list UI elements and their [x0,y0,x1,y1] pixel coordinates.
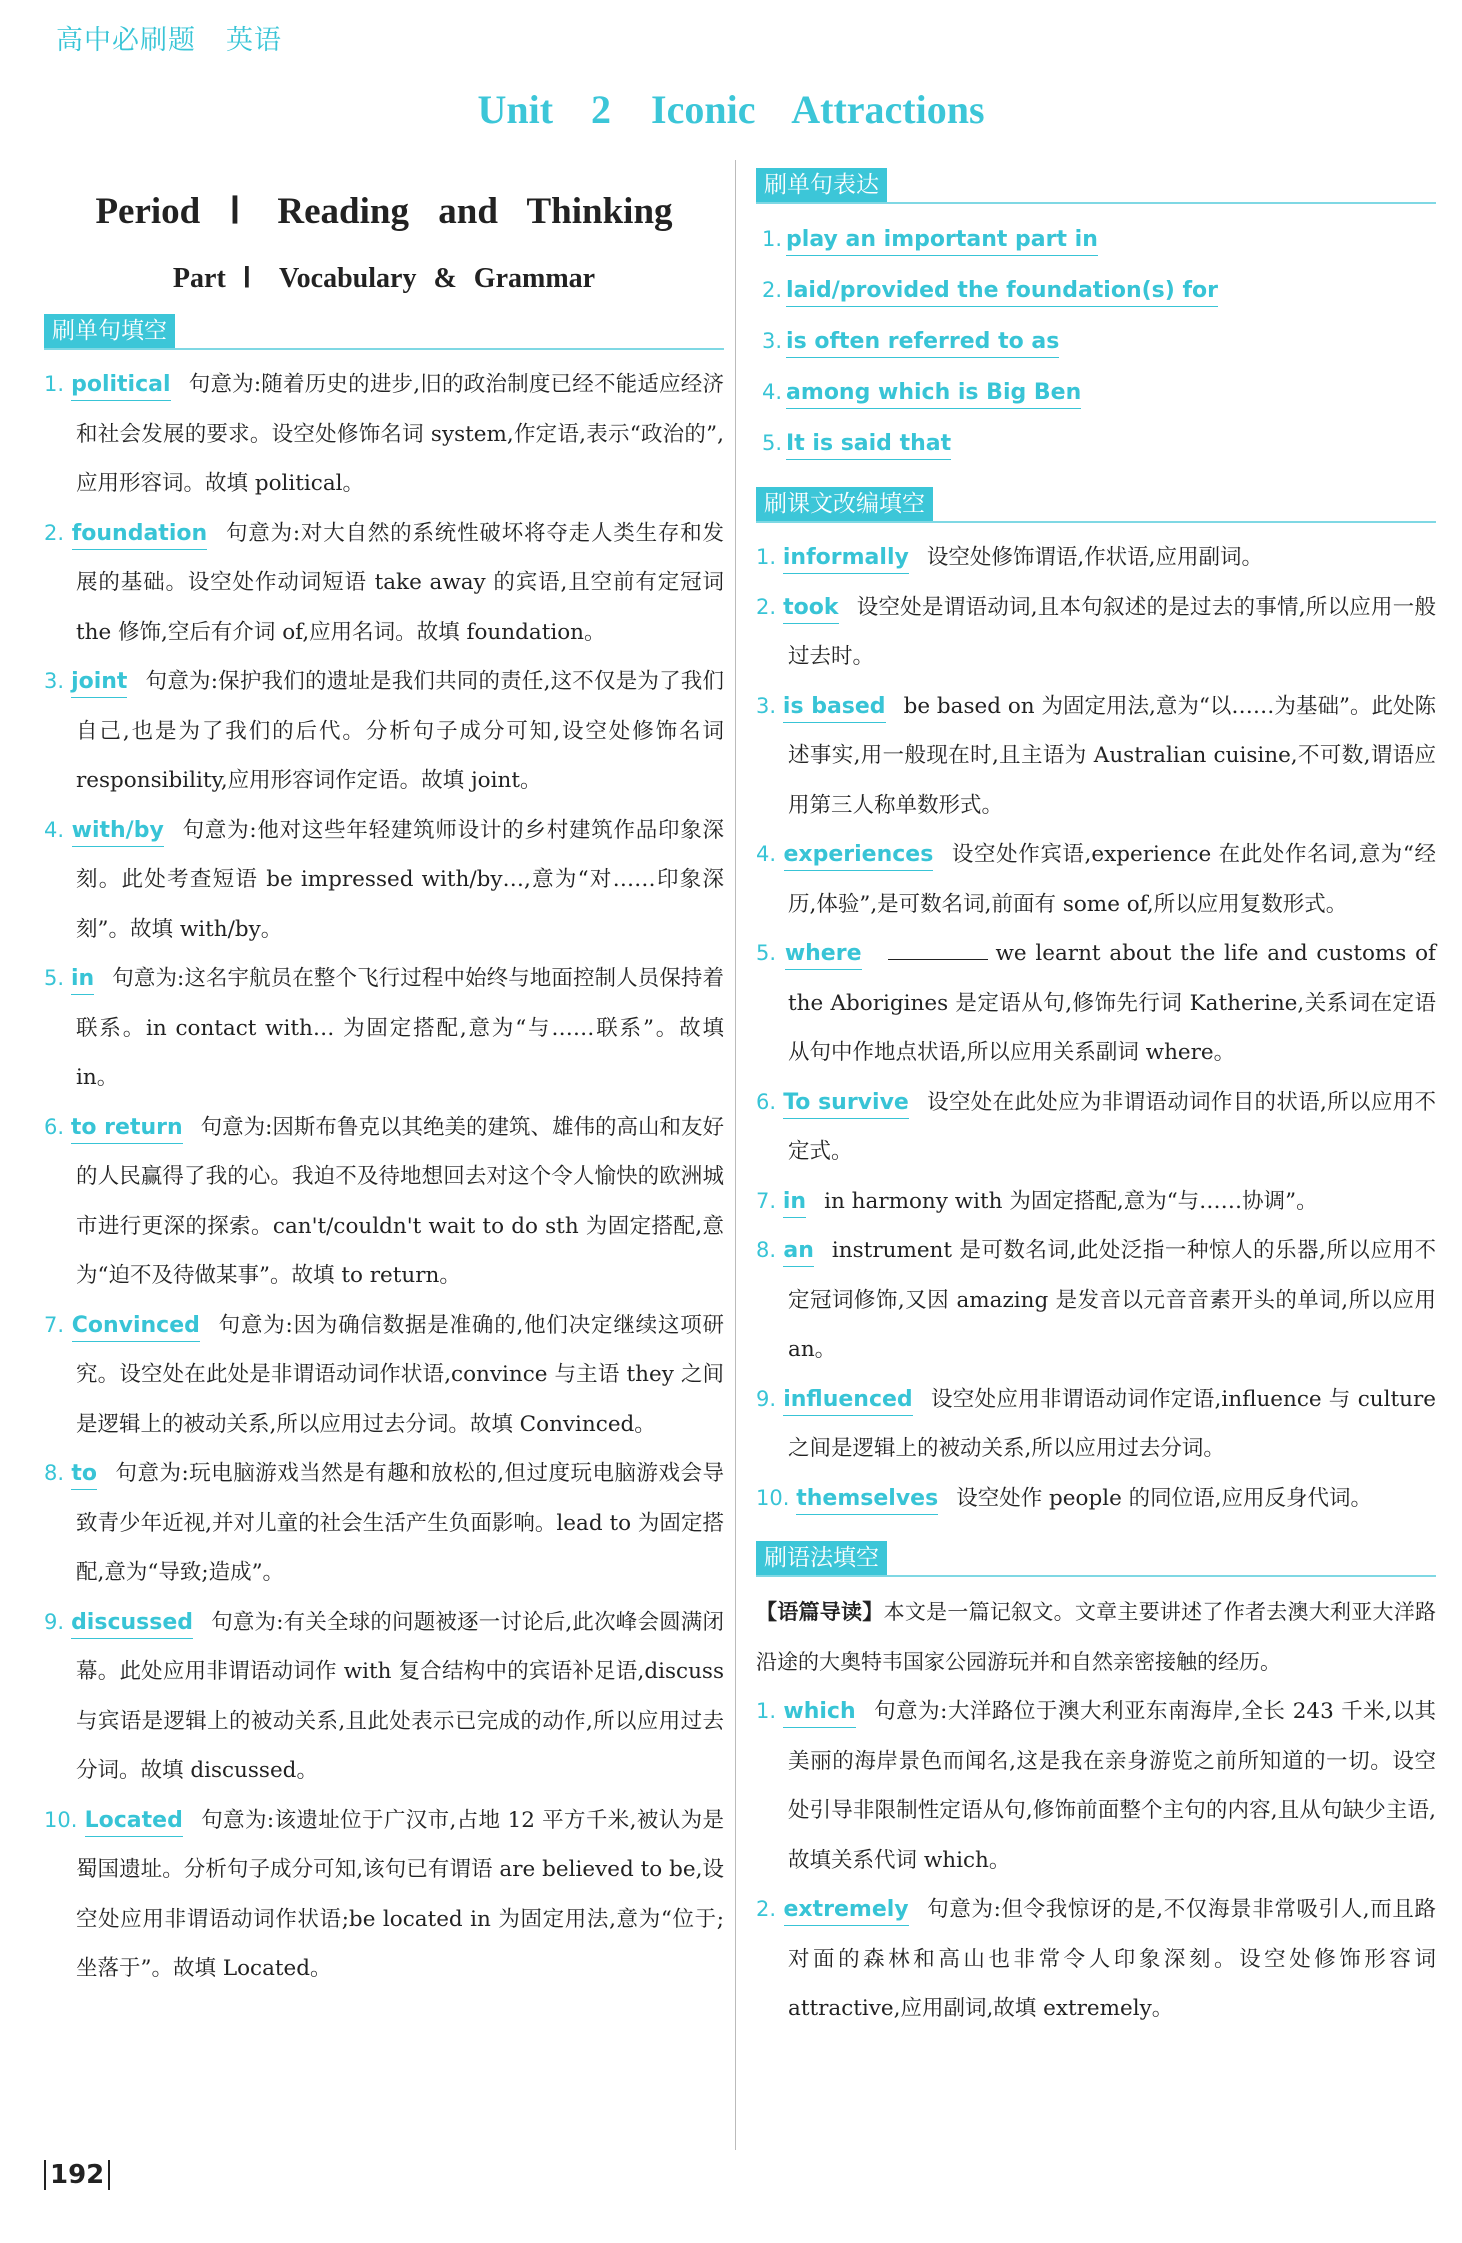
section-header-fill-blank [44,314,724,350]
explanation-text: 设空处修饰谓语,作状语,应用副词。 [926,545,1263,570]
item-number: 3. [44,669,65,693]
answer-text: experiences [784,840,934,871]
answer-item [756,830,1436,929]
item-number: 10. [756,1485,790,1510]
item-number: 4. [756,842,777,866]
item-number: 10. [44,1807,78,1832]
book-header [56,18,312,57]
item-number: 4. [762,380,783,404]
page-number: 192 [44,2160,110,2190]
expression-item [756,265,1436,316]
answer-item [44,657,724,806]
period-title: Period Ⅰ Reading and Thinking [95,191,673,232]
intro-text: 本文是一篇记叙文。文章主要讲述了作者去澳大利亚大洋路沿途的大奥特韦国家公园游玩并和自然亲密接触的经历。 [756,1600,1437,1674]
blank-line [888,959,988,960]
explanation-text: 句意为:有关全球的问题被逐一讨论后,此次峰会圆满闭幕。此处应用非谓语动词作 with 复合结构中的宾语补足语,discuss 与宾语是逻辑上的被动关系,且此处表示已完成的动作,所以应用过去分词。故填 discussed。 [76,1609,724,1783]
expression-item [756,214,1436,265]
answer-text: to [71,1459,97,1490]
item-number: 6. [44,1114,65,1139]
expression-text: play an important part in [786,225,1098,256]
item-number: 6. [756,1089,777,1114]
section-label: 刷单句填空 [44,314,175,348]
answer-text: discussed [71,1608,193,1639]
answer-text: Located [85,1806,183,1837]
answer-item [44,509,724,658]
item-number: 5. [44,966,65,990]
explanation-text: 句意为:该遗址位于广汉市,占地 12 平方千米,被认为是蜀国遗址。分析句子成分可知,该句已有谓语 are believed to be,设空处应用非谓语动词作状语;be located in 为固定用法,意为“位于;坐落于”。故填 Located。 [76,1807,724,1981]
explanation-text: 句意为:但令我惊讶的是,不仅海景非常吸引人,而且路对面的森林和高山也非常令人印象深刻。设空处修饰形容词 attractive,应用副词,故填 extremely。 [788,1897,1436,2021]
section-label: 刷课文改编填空 [756,487,933,521]
item-number: 9. [44,1609,65,1634]
answer-item [44,360,724,509]
answer-item [44,1103,724,1301]
explanation-text: we learnt about the life and customs of the Aborigines 是定语从句,修饰先行词 Katherine,关系词在定语从句中作地点状语,所以应用关系副词 where。 [788,941,1436,1065]
answer-text: where [785,939,862,970]
book-name: 高中必刷题 [56,25,196,56]
item-number: 1. [756,1699,777,1723]
item-number: 2. [756,594,777,619]
section-label: 刷单句表达 [756,168,887,202]
answer-text: To survive [783,1088,909,1119]
item-number: 2. [44,520,65,545]
left-column [44,160,724,1994]
item-number: 4. [44,817,65,842]
right-column [756,160,1436,2034]
explanation-text: 句意为:因为确信数据是准确的,他们决定继续这项研究。设空处在此处是非谓语动词作状语,convince 与主语 they 之间是逻辑上的被动关系,所以应用过去分词。故填 Convinced。 [76,1312,724,1437]
intro-label: 【语篇导读】 [756,1600,884,1624]
answer-text: foundation [72,519,207,550]
item-number: 1. [756,545,777,569]
answer-item [44,1796,724,1994]
answer-text: in [783,1187,806,1218]
right-answer-list [756,533,1436,1523]
expression-item [756,418,1436,469]
section-header-text-adapt [756,487,1436,523]
left-answer-list [44,360,724,1994]
expression-list [756,214,1436,469]
answer-item [756,1375,1436,1474]
explanation-text: in harmony with 为固定搭配,意为“与……协调”。 [824,1188,1318,1214]
answer-text: to return [71,1113,183,1144]
explanation-text: 设空处在此处应为非谓语动词作目的状语,所以应用不定式。 [788,1089,1436,1164]
answer-text: influenced [783,1385,912,1416]
item-number: 9. [756,1386,777,1411]
explanation-text: 设空处作 people 的同位语,应用反身代词。 [956,1485,1372,1511]
explanation-text: 句意为:保护我们的遗址是我们共同的责任,这不仅是为了我们自己,也是为了我们的后代。分析句子成分可知,设空处修饰名词 responsibility,应用形容词作定语。故填 joint。 [76,669,724,793]
subject-name: 英语 [226,25,282,56]
answer-item [756,1078,1436,1177]
expression-item [756,367,1436,418]
unit-title: Unit 2 Iconic Attractions [477,87,985,132]
answer-item [756,1226,1436,1375]
item-number: 7. [44,1312,65,1337]
item-number: 5. [756,941,777,965]
passage-intro [756,1587,1436,1687]
answer-text: joint [71,667,127,698]
answer-text: in [71,964,94,995]
expression-text: laid/provided the foundation(s) for [786,276,1218,307]
answer-item [44,1449,724,1598]
answer-item [756,1474,1436,1524]
answer-item [44,1301,724,1450]
answer-text: political [71,370,170,401]
section-label: 刷语法填空 [756,1541,887,1575]
expression-item [756,316,1436,367]
answer-text: is based [783,692,886,723]
explanation-text: 设空处作宾语,experience 在此处作名词,意为“经历,体验”,是可数名词,前面有 some of,所以应用复数形式。 [788,842,1436,917]
answer-item [44,1598,724,1796]
item-number: 1. [44,372,65,396]
answer-item [756,1177,1436,1227]
answer-item [44,954,724,1103]
explanation-text: 句意为:玩电脑游戏当然是有趣和放松的,但过度玩电脑游戏会导致青少年近视,并对儿童的社会生活产生负面影响。lead to 为固定搭配,意为“导致;造成”。 [76,1461,724,1585]
item-number: 8. [756,1238,777,1262]
answer-text: extremely [784,1895,909,1926]
answer-item [756,1687,1436,1885]
section-header-expression [756,168,1436,204]
answer-item [756,583,1436,682]
explanation-text: 设空处是谓语动词,且本句叙述的是过去的事情,所以应用一般过去时。 [788,594,1436,669]
expression-text: is often referred to as [786,327,1059,358]
explanation-text: be based on 为固定用法,意为“以……为基础”。此处陈述事实,用一般现在时,且主语为 Australian cuisine,不可数,谓语应用第三人称单数形式。 [788,693,1437,818]
explanation-text: 句意为:这名宇航员在整个飞行过程中始终与地面控制人员保持着联系。in contact with… 为固定搭配,意为“与……联系”。故填 in。 [76,966,725,1090]
answer-text: which [783,1697,855,1728]
explanation-text: 句意为:随着历史的进步,旧的政治制度已经不能适应经济和社会发展的要求。设空处修饰名词 system,作定语,表示“政治的”,应用形容词。故填 political。 [76,372,724,496]
expression-text: It is said that [786,429,951,460]
grammar-answer-list [756,1687,1436,2034]
answer-text: an [783,1236,814,1267]
item-number: 3. [762,329,783,353]
explanation-text: 句意为:大洋路位于澳大利亚东南海岸,全长 243 千米,以其美丽的海岸景色而闻名,这是我在亲身游览之前所知道的一切。设空处引导非限制性定语从句,修饰前面整个主句的内容,且从句缺少主语,故填关系代词 which。 [788,1699,1436,1873]
explanation-text: 句意为:他对这些年轻建筑师设计的乡村建筑作品印象深刻。此处考查短语 be impressed with/by…,意为“对……印象深刻”。故填 with/by。 [76,817,724,942]
answer-text: with/by [72,816,164,847]
expression-text: among which is Big Ben [786,378,1081,409]
explanation-text: instrument 是可数名词,此处泛指一种惊人的乐器,所以应用不定冠词修饰,又因 amazing 是发音以元音音素开头的单词,所以应用 an。 [788,1238,1436,1362]
column-divider [735,160,736,2150]
explanation-text: 设空处应用非谓语动词作定语,influence 与 culture 之间是逻辑上的被动关系,所以应用过去分词。 [788,1386,1436,1461]
explanation-text: 句意为:对大自然的系统性破坏将夺走人类生存和发展的基础。设空处作动词短语 take away 的宾语,且空前有定冠词 the 修饰,空后有介词 of,应用名词。故填 foundation。 [76,520,724,645]
explanation-text: 句意为:因斯布鲁克以其绝美的建筑、雄伟的高山和友好的人民赢得了我的心。我迫不及待地想回去对这个令人愉快的欧洲城市进行更深的探索。can't/couldn't wait to do sth 为固定搭配,意为“迫不及待做某事”。故填 to return。 [76,1114,724,1288]
item-number: 5. [762,431,783,455]
answer-text: Convinced [72,1311,200,1342]
answer-item [756,929,1436,1078]
item-number: 2. [762,278,783,302]
item-number: 2. [756,1897,777,1921]
answer-item [44,806,724,955]
answer-text: informally [783,543,909,574]
section-header-grammar [756,1541,1436,1577]
item-number: 8. [44,1461,65,1485]
answer-text: took [783,593,838,624]
answer-item [756,1885,1436,2034]
answer-text: themselves [796,1484,938,1515]
part-title: Part Ⅰ Vocabulary & Grammar [172,263,596,294]
item-number: 7. [756,1188,777,1213]
answer-item [756,533,1436,583]
item-number: 1. [762,227,783,251]
answer-item [756,682,1436,831]
item-number: 3. [756,693,777,718]
